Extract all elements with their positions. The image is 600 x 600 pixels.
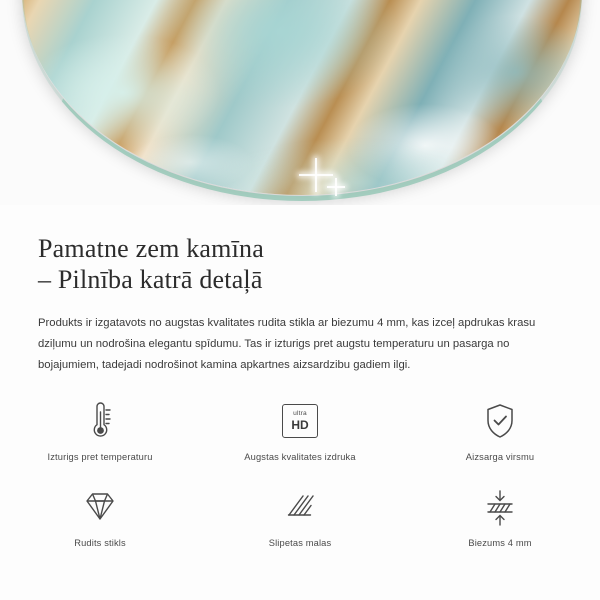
feature-item-surface-protection [400,398,600,462]
ultra-hd-badge-top: ultra [293,410,307,418]
thermometer-icon [80,398,120,444]
ultra-hd-icon [282,398,318,444]
diamond-icon [79,484,121,530]
headline-line-1: Pamatne zem kamīna [38,234,264,263]
feature-item-tempered-glass [0,484,200,548]
feature-label: Aizsarga virsmu [465,452,535,462]
feature-label: Augstas kvalitates izdruka [244,452,356,462]
content-block [0,205,600,376]
feature-label: Izturigs pret temperaturu [47,452,153,462]
feature-item-print-quality [200,398,400,462]
feature-label: Slipetas malas [268,538,332,548]
feature-label: Biezums 4 mm [468,538,532,548]
feature-grid [0,398,600,548]
body-paragraph: Produkts ir izgatavots no augstas kvalitates rudita stikla ar biezumu 4 mm, kas izceļ apdrukas krasu dziļumu un nodrošina elegantu spīdumu. Tas ir izturigs pret augstu temperaturu un pasarga no bojajumiem, tadejadi nodrošinot kamina apkartnes aizsardzibu gadiem ilgi. [38,317,536,371]
page-title [0,205,600,295]
ultra-hd-badge-bottom: HD [291,417,309,432]
feature-item-thickness [400,484,600,548]
feature-item-temperature [0,398,200,462]
shield-check-icon [480,398,520,444]
hero-image [0,0,600,205]
headline-line-2: – Pilnība katrā detaļā [38,265,263,294]
feature-label: Rudits stikls [74,538,126,548]
feature-item-polished-edges [200,484,400,548]
sparkle-small-icon [327,178,345,196]
polished-edges-icon [279,484,321,530]
thickness-icon [479,484,521,530]
